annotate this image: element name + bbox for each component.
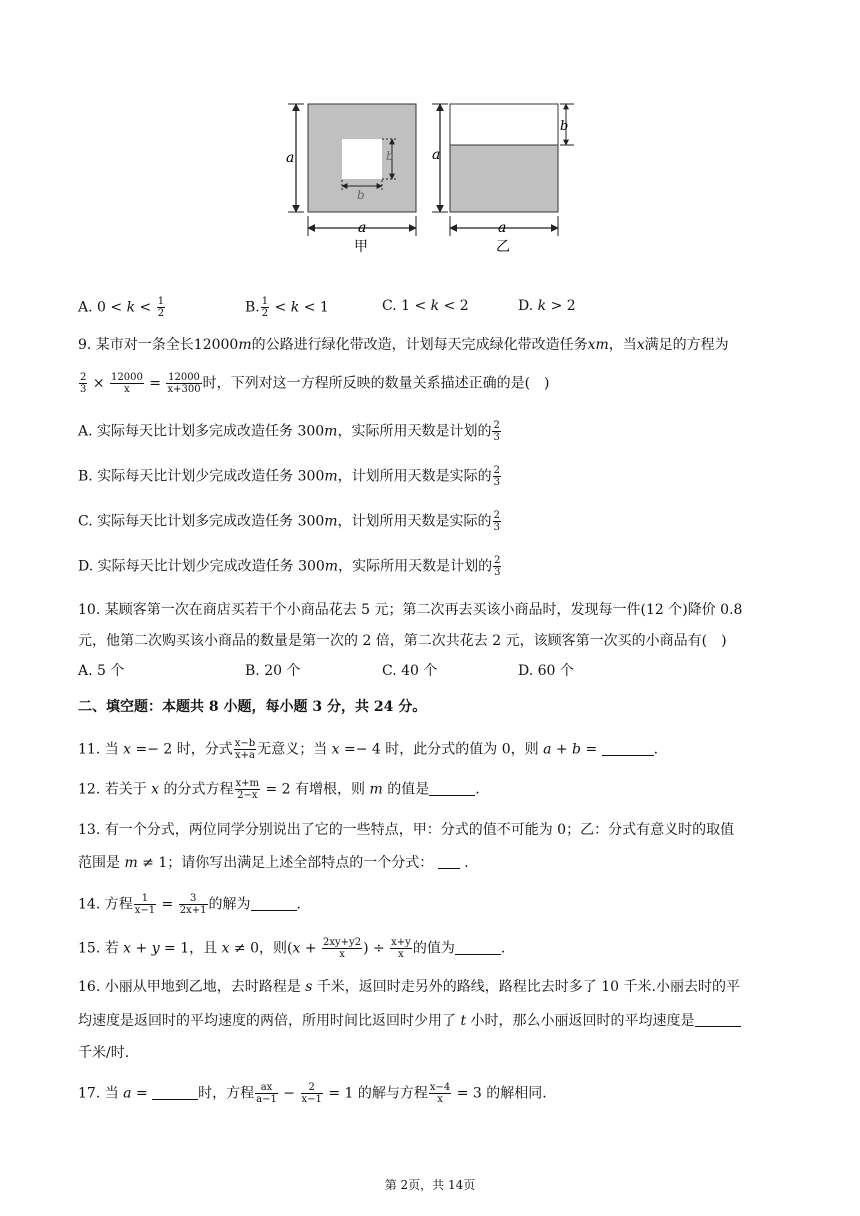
q10-option-c: C. 40 个 xyxy=(382,663,438,679)
q9-option-a: A. 实际每天比计划多完成改造任务 300𝑚，实际所用天数是计划的 $\frac{2}{3}$ xyxy=(78,420,500,443)
q8-option-d: D. k > 2 xyxy=(518,298,576,314)
label-a-bottom: a xyxy=(358,220,367,236)
q10-option-a: A. 5 个 xyxy=(78,663,125,679)
q9-option-c: C. 实际每天比计划多完成改造任务 300𝑚，计划所用天数是实际的 $\frac{2}{3}$ xyxy=(78,510,500,533)
q16-line1: 16. 小丽从甲地到乙地，去时路程是 𝑠 千米，返回时走另外的路线，路程比去时多了 10 千米.小丽去时的平 xyxy=(78,979,740,995)
q17-answer-blank[interactable] xyxy=(152,1085,198,1100)
q8-option-a: A. 0 < k < $\frac{1}{2}$ xyxy=(78,296,165,319)
q9-option-b: B. 实际每天比计划少完成改造任务 300𝑚，计划所用天数是实际的 $\frac{2}{3}$ xyxy=(78,465,501,488)
q10-stem-line1: 10. 某顾客第一次在商店买若干个小商品花去 5 元；第二次再去买该小商品时，发现每一件(12 个)降价 0.8 xyxy=(78,602,743,618)
square-figure xyxy=(282,96,582,266)
caption-jia: 甲 xyxy=(354,239,368,255)
q13-answer-blank[interactable] xyxy=(438,854,460,869)
q9-stem-line1: 9. 某市对一条全长12000𝑚的公路进行绿化带改造，计划每天完成绿化带改造任务𝑥𝑚，当𝑥满足的方程为 xyxy=(78,337,729,353)
q8-option-b: B. $\frac{1}{2}$ < k < 1 xyxy=(245,296,329,319)
q14: 14. 方程 $\frac{1}{x-1}$ = $\frac{3}{2x+1}$ 的解为 . xyxy=(78,893,301,916)
q10-option-d: D. 60 个 xyxy=(518,663,574,679)
caption-yi: 乙 xyxy=(496,239,510,255)
q10-stem-line2: 元，他第二次购买该小商品的数量是第一次的 2 倍，第二次共花去 2 元，该顾客第一次买的小商品有( ) xyxy=(78,633,727,649)
q12: 12. 若关于 𝑥 的分式方程 $\frac{x+m}{2-x}$ = 2 有增根，则 𝑚 的值是 . xyxy=(78,778,480,801)
q10-option-b: B. 20 个 xyxy=(245,663,301,679)
section-2-heading: 二、填空题：本题共 8 小题，每小题 3 分，共 24 分。 xyxy=(78,699,427,715)
page-footer: 第 2页，共 14页 xyxy=(384,1178,476,1192)
figure-jia xyxy=(286,104,416,255)
q17: 17. 当 𝑎 = 时，方程 $\frac{ax}{a-1}$ − $\frac{2}{x-1}$ = 1 的解与方程 $\frac{x-4}{x}$ = 3 的解相同. xyxy=(78,1082,547,1105)
q16-line2: 均速度是返回时的平均速度的两倍，所用时间比返回时少用了 𝑡 小时，那么小丽返回时的平均速度是 xyxy=(78,1011,741,1031)
q16-line3: 千米/时. xyxy=(78,1045,130,1061)
q9-option-d: D. 实际每天比计划少完成改造任务 300𝑚，实际所用天数是计划的 $\frac{2}{3}$ xyxy=(78,555,501,578)
label-b-hole-bottom: b xyxy=(357,188,365,202)
q11-answer-blank[interactable] xyxy=(602,741,654,756)
q13-line2: 范围是 𝑚 ≠ 1；请你写出满足上述全部特点的一个分式： . xyxy=(78,855,469,871)
label-b-hole-side: b xyxy=(386,149,394,163)
q11: 11. 当 𝑥 =− 2 时，分式 $\frac{x-b}{x+a}$ 无意义；当 𝑥 =− 4 时，此分式的值为 0，则 𝑎 + 𝑏 = . xyxy=(78,738,659,761)
label-a-left: a xyxy=(286,150,295,166)
q8-option-c: C. 1 < k < 2 xyxy=(382,298,469,314)
q16-answer-blank[interactable] xyxy=(695,1012,741,1027)
q12-answer-blank[interactable] xyxy=(429,781,475,796)
q13-line1: 13. 有一个分式，两位同学分别说出了它的一些特点，甲：分式的值不可能为 0；乙：分式有意义时的取值 xyxy=(78,822,735,838)
q15-answer-blank[interactable] xyxy=(455,940,501,955)
label-b-right-fig: b xyxy=(560,119,569,134)
label-a-bottom-right: a xyxy=(498,220,507,236)
q9-equation-line: $\frac{2}{3}$ × $\frac{12000}{x}$ = $\frac{12000}{x+300}$ 时，下列对这一方程所反映的数量关系描述正确的是( ) xyxy=(80,372,550,395)
label-a-right-fig: a xyxy=(432,147,441,163)
q15: 15. 若 𝑥 + 𝑦 = 1，且 𝑥 ≠ 0，则(𝑥 + $\frac{2xy+y2}{x}$ ) ÷ $\frac{x+y}{x}$ 的值为 . xyxy=(78,937,506,960)
q14-answer-blank[interactable] xyxy=(251,896,297,911)
figure-yi xyxy=(432,104,574,255)
